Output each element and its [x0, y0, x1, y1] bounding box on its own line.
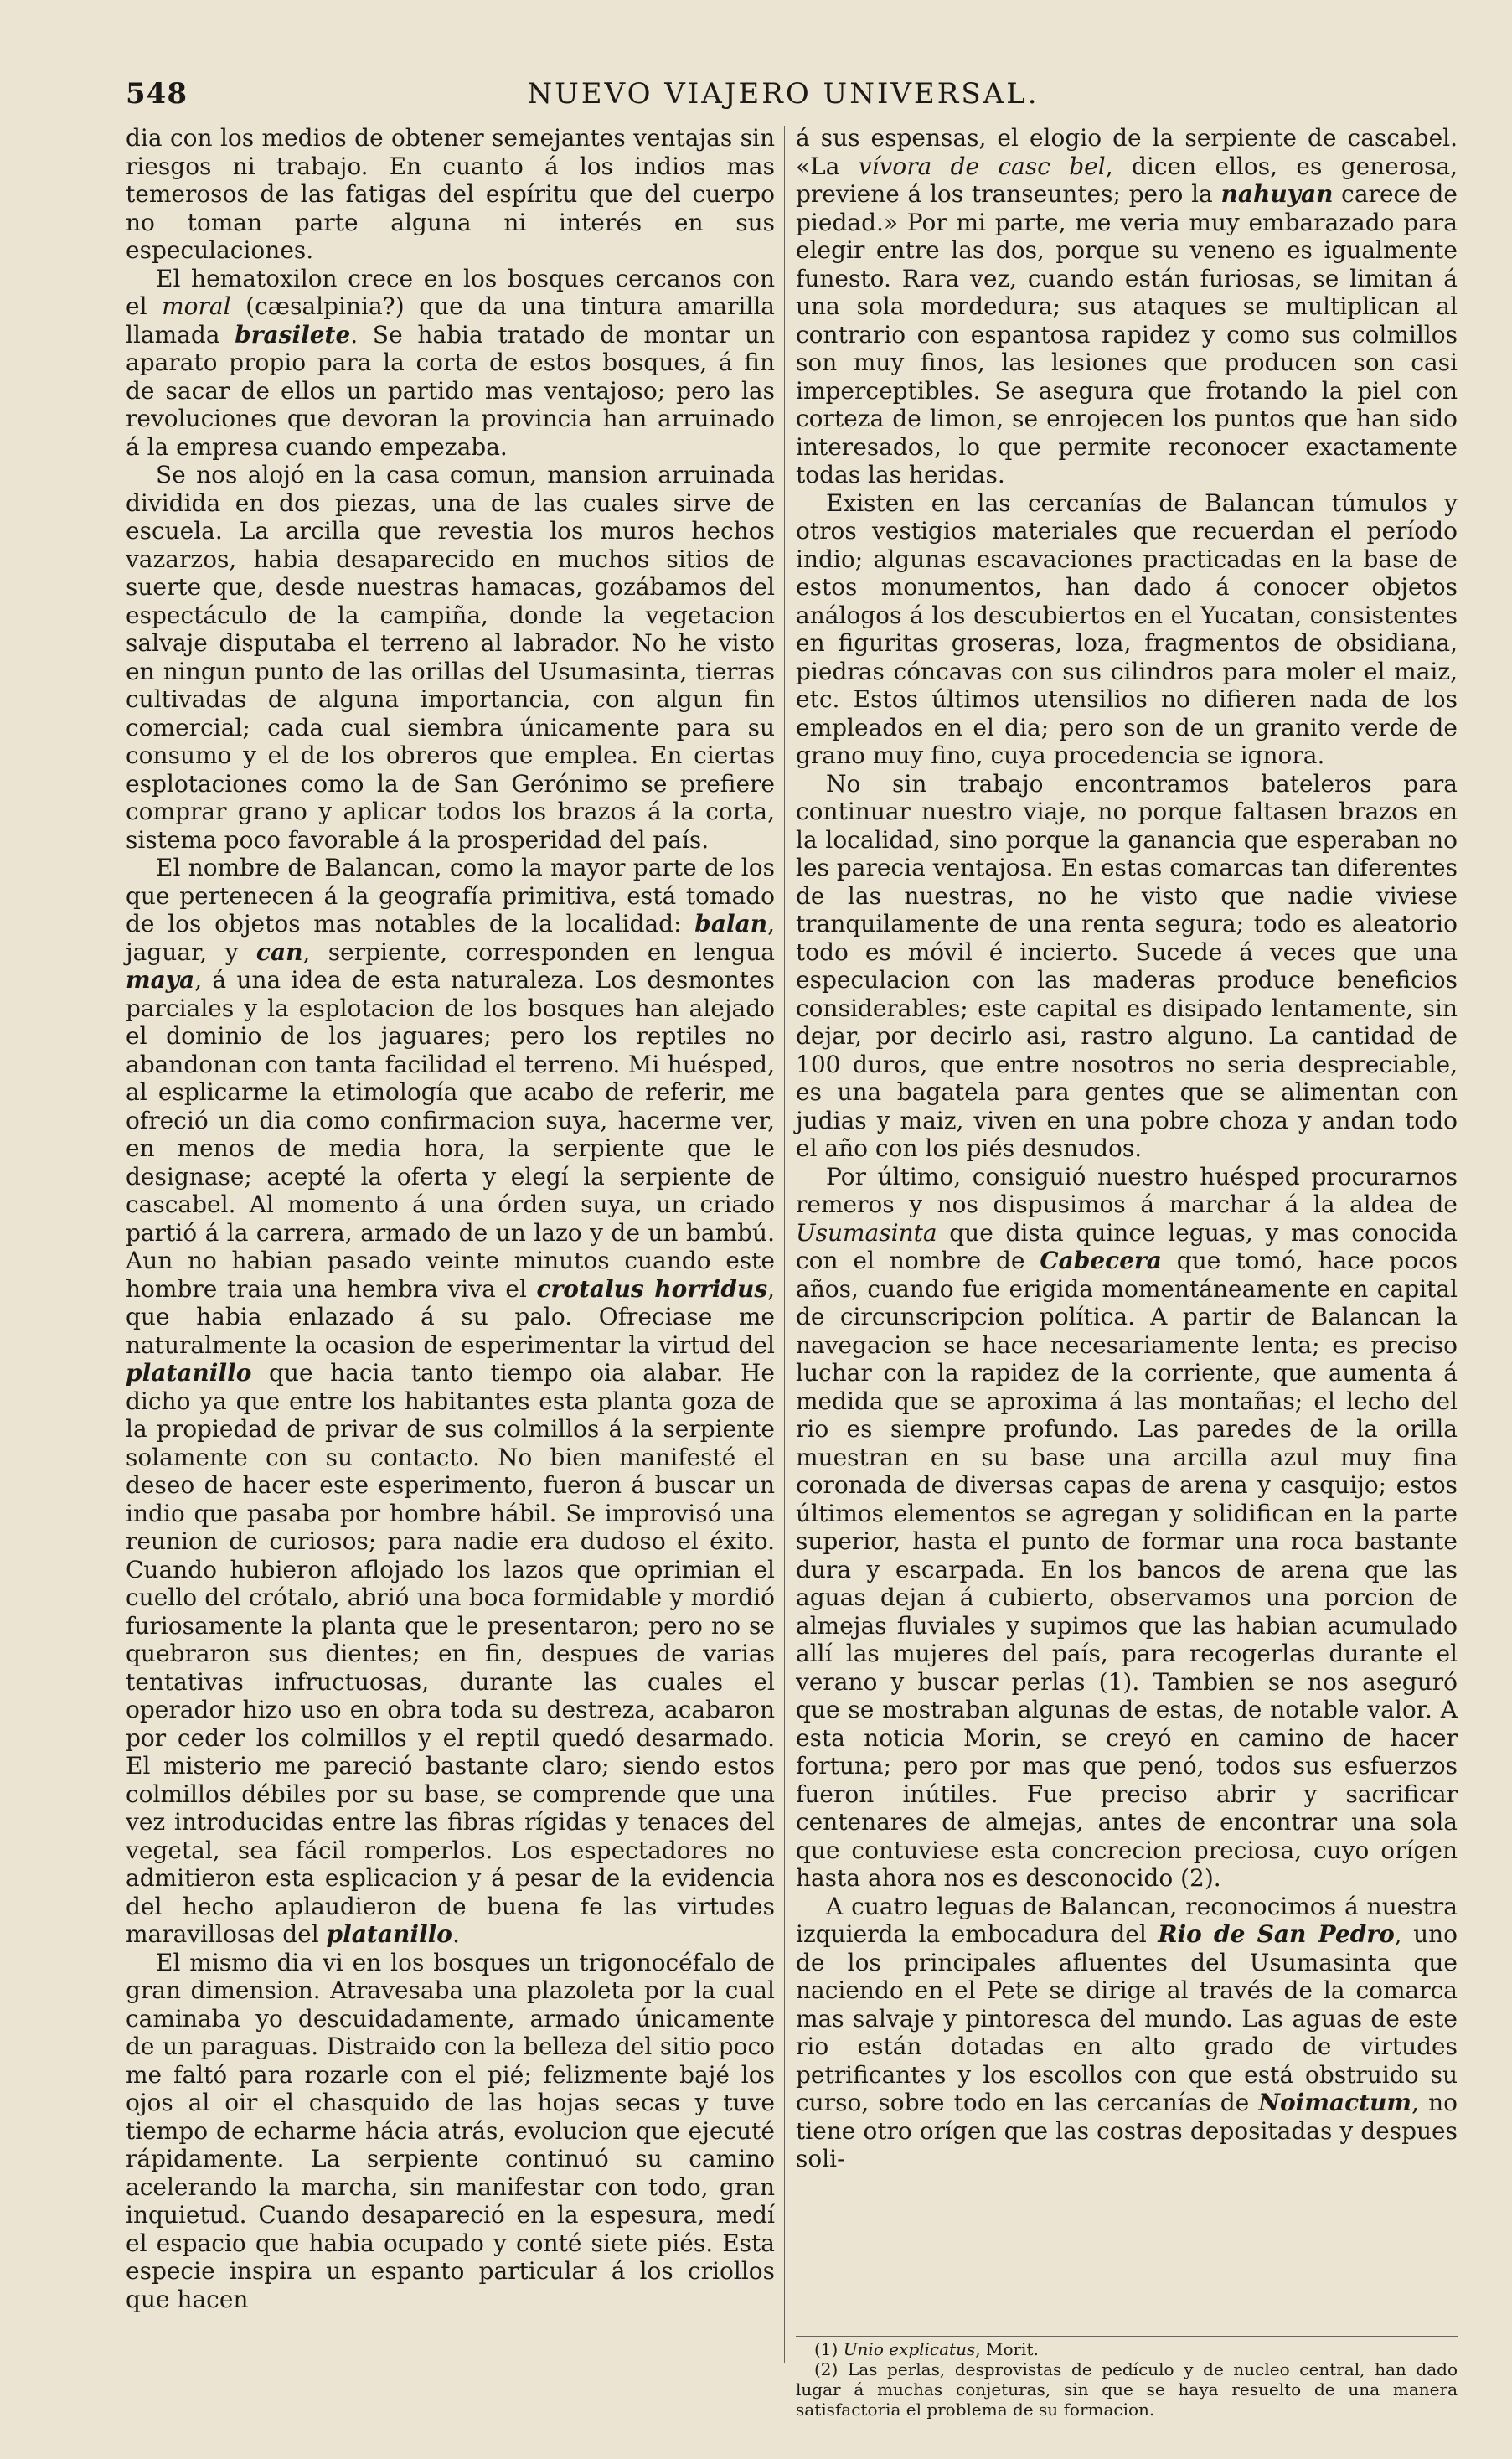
right-paragraph-2: Existen en las cercanías de Balancan túmulos y otros vestigios materiales que recuerdan el período indio; algunas escavaciones practicadas en la base de estos monumentos, han dado á conocer objetos análogos á los descubiertos en el Yucatan, consistentes en figuritas groseras, loza, fragmentos de obsidiana, piedras cóncavas con sus cilindros para moler el maiz, etc. Estos últimos utensilios no difieren nada de los empleados en el dia; pero son de un granito verde de grano muy fino, cuya procedencia se ignora.	[796, 488, 1458, 769]
right-paragraph-3: No sin trabajo encontramos bateleros para continuar nuestro viaje, no porque faltasen brazos en la localidad, sino porque la ganancia que esperaban no les parecia ventajosa. En estas comarcas tan diferentes de las nuestras, no he visto que nadie viviese tranquilamente de una renta segura; todo es aleatorio todo es móvil é incierto. Sucede á veces que una especulacion con las maderas produce beneficios considerables; este capital es disipado lentamente, sin dejar, por decirlo asi, rastro alguno. La cantidad de 100 duros, que entre nosotros no seria despreciable, es una bagatela para gentes que se alimentan con judias y maiz, viven en una pobre choza y andan todo el año con los piés desnudos.	[796, 769, 1458, 1162]
term-rio-san-pedro: Rio de San Pedro	[1158, 1920, 1395, 1948]
term-balan: balan	[694, 910, 768, 938]
left-paragraph-5: El mismo dia vi en los bosques un trigonocéfalo de gran dimension. Atravesaba una plazoleta por la cual caminaba yo descuidadamente, armado únicamente de un paraguas. Distraido con la belleza del sitio poco me faltó para rozarle con el pié; felizmente bajé los ojos al oir el chasquido de las hojas secas y tuve tiempo de echarme hácia atrás, evolucion que ejecuté rápidamente. La serpiente continuó su camino acelerando la marcha, sin manifestar con todo, gran inquietud. Cuando desapareció en la espesura, medí el espacio que habia ocupado y conté siete piés. Esta especie inspira un espanto particular á los criollos que hacen	[126, 1948, 775, 2313]
term-cabecera: Cabecera	[1040, 1247, 1162, 1274]
footnote-rule	[796, 2336, 1458, 2337]
left-paragraph-2: El hematoxilon crece en los bosques cercanos con el moral (cæsalpinia?) que da una tintura amarilla llamada brasilete. Se habia tratado de montar un aparato propio para la corta de estos bosques, á fin de sacar de ellos un partido mas ventajoso; pero las revoluciones que devoran la provincia han arruinado á la empresa cuando empezaba.	[126, 264, 775, 461]
left-paragraph-4: El nombre de Balancan, como la mayor parte de los que pertenecen á la geografía primitiva, está tomado de los objetos mas notables de la localidad: balan, jaguar, y can, serpiente, corresponden en lengua maya, á una idea de esta naturaleza. Los desmontes parciales y la esplotacion de los bosques han alejado el dominio de los jaguares; pero los reptiles no abandonan con tanta facilidad el terreno. Mi huésped, al esplicarme la etimología que acabo de referir, me ofreció un dia como confirmacion suya, hacerme ver, en menos de media hora, la serpiente que le designase; acepté la oferta y elegí la serpiente de cascabel. Al momento á una órden suya, un criado partió á la carrera, armado de un lazo y de un bambú. Aun no habian pasado veinte minutos cuando este hombre traia una hembra viva el crotalus horridus, que habia enlazado á su palo. Ofreciase me naturalmente la ocasion de esperimentar la virtud del platanillo que hacia tanto tiempo oia alabar. He dicho ya que entre los habitantes esta planta goza de la propiedad de privar de sus colmillos á la serpiente solamente con su contacto. No bien manifesté el deseo de hacer este esperimento, fueron á buscar un indio que pasaba por hombre hábil. Se improvisó una reunion de curiosos; para nadie era dudoso el éxito. Cuando hubieron aflojado los lazos que oprimian el cuello del crótalo, abrió una boca formidable y mordió furiosamente la planta que le presentaron; pero no se quebraron sus dientes; en fin, despues de varias tentativas infructuosas, durante las cuales el operador hizo uso en obra toda su destreza, acabaron por ceder los colmillos y el reptil quedó desarmado. El misterio me pareció bastante claro; siendo estos colmillos débiles por su base, se comprende que una vez introducidas entre las fibras rígidas y tenaces del vegetal, sea fácil romperlos. Los espectadores no admitieron esta esplicacion y á pesar de la evidencia del hecho aplaudieron de buena fe las virtudes maravillosas del platanillo.	[126, 854, 775, 1948]
term-usumasinta: Usumasinta	[796, 1218, 937, 1247]
right-paragraph-5: A cuatro leguas de Balancan, reconocimos á nuestra izquierda la embocadura del Rio de San Pedro, uno de los principales afluentes del Usumasinta que naciendo en el Pete se dirige al través de la comarca mas salvaje y pintoresca del mundo. Las aguas de este rio están dotadas en alto grado de virtudes petrificantes y los escollos con que está obstruido su curso, sobre todo en las cercanías de Noimactum, no tiene otro orígen que las costras depositadas y despues soli-	[796, 1892, 1458, 2172]
term-platanillo-2: platanillo	[326, 1920, 452, 1948]
term-can: can	[255, 938, 303, 966]
left-column	[126, 124, 775, 2313]
footnotes	[796, 2339, 1458, 2420]
term-unio: Unio explicatus	[843, 2339, 976, 2359]
left-paragraph-1: dia con los medios de obtener semejantes ventajas sin riesgos ni trabajo. En cuanto á los indios mas temerosos de las fatigas del espíritu que del cuerpo no toman parte alguna ni interés en sus especulaciones.	[126, 124, 775, 264]
term-brasilete: brasilete	[235, 320, 351, 349]
right-paragraph-4: Por último, consiguió nuestro huésped procurarnos remeros y nos dispusimos á marchar á la aldea de Usumasinta que dista quince leguas, y mas conocida con el nombre de Cabecera que tomó, hace pocos años, cuando fue erigida momentáneamente en capital de circunscripcion política. A partir de Balancan la navegacion se hace necesariamente lenta; es preciso luchar con la rapidez de la corriente, que aumenta á medida que se aproxima á las montañas; el lecho del rio es siempre profundo. Las paredes de la orilla muestran en su base una arcilla azul muy fina coronada de diversas capas de arena y casquijo; estos últimos elementos se agregan y solidifican en la parte superior, hasta el punto de formar una roca bastante dura y escarpada. En los bancos de arena que las aguas dejan á cubierto, observamos una porcion de almejas fluviales y supimos que las habian acumulado allí las mujeres del país, para recogerlas durante el verano y buscar perlas (1). Tambien se nos aseguró que se mostraban algunas de estas, de notable valor. A esta noticia Morin, se creyó en camino de hacer fortuna; pero por mas que penó, todos sus esfuerzos fueron inútiles. Fue preciso abrir y sacrificar centenares de almejas, antes de encontrar una sola que contuviese esta concrecion preciosa, cuyo orígen hasta ahora nos es desconocido (2).	[796, 1162, 1458, 1892]
right-paragraph-1: á sus espensas, el elogio de la serpiente de cascabel. «La vívora de casc bel, dicen ellos, es generosa, previene á los transeuntes; pero la nahuyan carece de piedad.» Por mi parte, me veria muy embarazado para elegir entre las dos, porque su veneno es igualmente funesto. Rara vez, cuando están furiosas, se limitan á una sola mordedura; sus ataques se multiplican al contrario con espantosa rapidez y como sus colmillos son muy finos, las lesiones que producen son casi imperceptibles. Se asegura que frotando la piel con corteza de limon, se enrojecen los puntos que han sido interesados, lo que permite reconocer exactamente todas las heridas.	[796, 124, 1458, 488]
page-number: 548	[126, 77, 188, 111]
right-column	[796, 124, 1458, 2173]
left-paragraph-3: Se nos alojó en la casa comun, mansion arruinada dividida en dos piezas, una de las cuales sirve de escuela. La arcilla que revestia los muros hechos vazarzos, habia desaparecido en muchos sitios de suerte que, desde nuestras hamacas, gozábamos del espectáculo de la campiña, donde la vegetacion salvaje disputaba el terreno al labrador. No he visto en ningun punto de las orillas del Usumasinta, tierras cultivadas de alguna importancia, con algun fin comercial; cada cual siembra únicamente para su consumo y el de los obreros que emplea. En ciertas esplotaciones como la de San Gerónimo se prefiere comprar grano y aplicar todos los brazos á la corta, sistema poco favorable á la prosperidad del país.	[126, 461, 775, 854]
term-vivora: vívora de casc bel	[858, 152, 1106, 180]
term-crotalus: crotalus horridus	[536, 1274, 768, 1303]
footnote-2: (2) Las perlas, desprovistas de pedículo y de nucleo central, han dado lugar á muchas conjeturas, sin que se haya resuelto de una manera satisfactoria el problema de su formacion.	[796, 2359, 1458, 2420]
term-moral: moral	[162, 292, 231, 320]
page-header	[126, 77, 1441, 127]
footnote-1: (1) Unio explicatus, Morit.	[814, 2339, 1039, 2359]
term-platanillo: platanillo	[126, 1359, 252, 1387]
term-nahuyan: nahuyan	[1220, 180, 1334, 208]
running-title: NUEVO VIAJERO UNIVERSAL.	[527, 77, 1040, 111]
term-maya: maya	[126, 966, 195, 994]
term-noimactum: Noimactum	[1258, 2089, 1412, 2116]
column-divider	[784, 126, 785, 2363]
